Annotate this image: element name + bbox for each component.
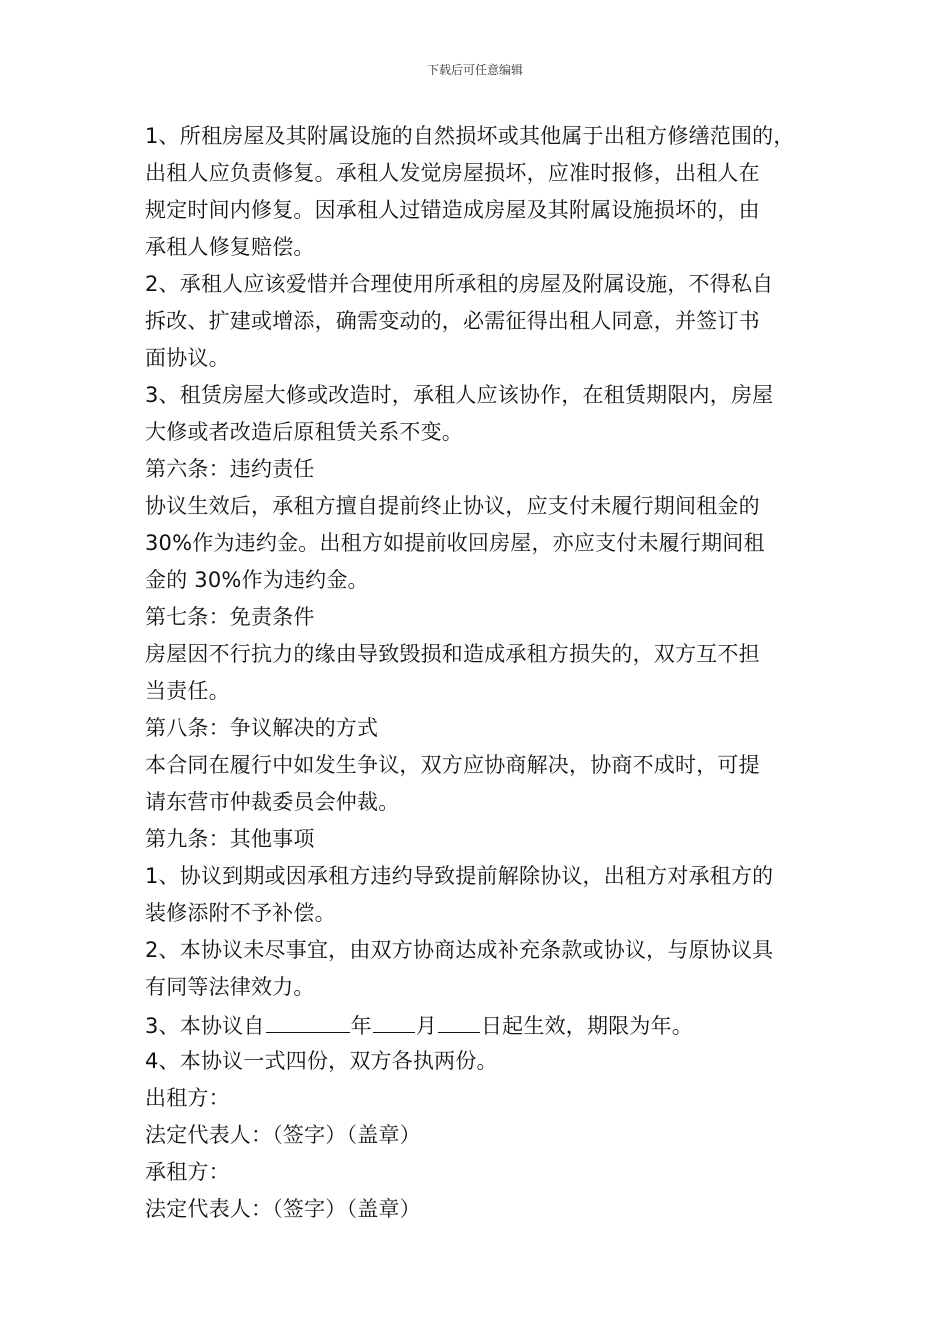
section-heading: 第八条：争议解决的方式 xyxy=(145,716,379,740)
lessor-representative-signature: 法定代表人：（签字）（盖章） xyxy=(145,1123,421,1147)
month-label: 月 xyxy=(415,1014,437,1038)
text-line: 承租人修复赔偿。 xyxy=(145,235,315,259)
text-line: 4、本协议一式四份，双方各执两份。 xyxy=(145,1049,498,1073)
text-line: 1、协议到期或因承租方违约导致提前解除协议，出租方对承租方的 xyxy=(145,864,774,888)
effective-prefix: 3、本协议自 xyxy=(145,1014,265,1038)
effective-suffix: 日起生效，期限为年。 xyxy=(480,1014,693,1038)
day-blank xyxy=(438,1006,480,1033)
effective-date-clause xyxy=(145,1006,825,1043)
lessor-label: 出租方： xyxy=(145,1086,230,1110)
text-line: 30%作为违约金。出租方如提前收回房屋，亦应支付未履行期间租 xyxy=(145,531,765,555)
year-blank xyxy=(266,1006,350,1033)
text-line: 面协议。 xyxy=(145,346,230,370)
page-header: 下载后可任意编辑 xyxy=(426,63,523,77)
lessee-label: 承租方： xyxy=(145,1160,230,1184)
text-line: 装修添附不予补偿。 xyxy=(145,901,336,925)
lessee-representative-signature: 法定代表人：（签字）（盖章） xyxy=(145,1197,421,1221)
text-line: 协议生效后，承租方擅自提前终止协议，应支付未履行期间租金的 xyxy=(145,494,760,518)
text-line: 请东营市仲裁委员会仲裁。 xyxy=(145,790,400,814)
text-line: 2、本协议未尽事宜，由双方协商达成补充条款或协议，与原协议具 xyxy=(145,938,774,962)
text-line: 当责任。 xyxy=(145,679,230,703)
year-label: 年 xyxy=(350,1014,372,1038)
text-line: 有同等法律效力。 xyxy=(145,975,315,999)
section-heading: 第七条：免责条件 xyxy=(145,605,315,629)
section-heading: 第九条：其他事项 xyxy=(145,827,315,851)
text-line: 规定时间内修复。因承租人过错造成房屋及其附属设施损坏的，由 xyxy=(145,198,760,222)
text-line: 本合同在履行中如发生争议，双方应协商解决，协商不成时，可提 xyxy=(145,753,760,777)
text-line: 出租人应负责修复。承租人发觉房屋损坏，应准时报修，出租人在 xyxy=(145,161,760,185)
text-line: 2、承租人应该爱惜并合理使用所承租的房屋及附属设施，不得私自 xyxy=(145,272,774,296)
text-line: 房屋因不行抗力的缘由导致毁损和造成承租方损失的，双方互不担 xyxy=(145,642,760,666)
section-heading: 第六条：违约责任 xyxy=(145,457,315,481)
text-line: 1、所租房屋及其附属设施的自然损坏或其他属于出租方修缮范围的， xyxy=(145,124,795,148)
text-line: 3、租赁房屋大修或改造时，承租人应该协作，在租赁期限内，房屋 xyxy=(145,383,774,407)
document-body xyxy=(145,118,825,1228)
text-line: 大修或者改造后原租赁关系不变。 xyxy=(145,420,463,444)
month-blank xyxy=(373,1006,415,1033)
text-line: 拆改、扩建或增添，确需变动的，必需征得出租人同意，并签订书 xyxy=(145,309,760,333)
text-line: 金的 30%作为违约金。 xyxy=(145,568,369,592)
